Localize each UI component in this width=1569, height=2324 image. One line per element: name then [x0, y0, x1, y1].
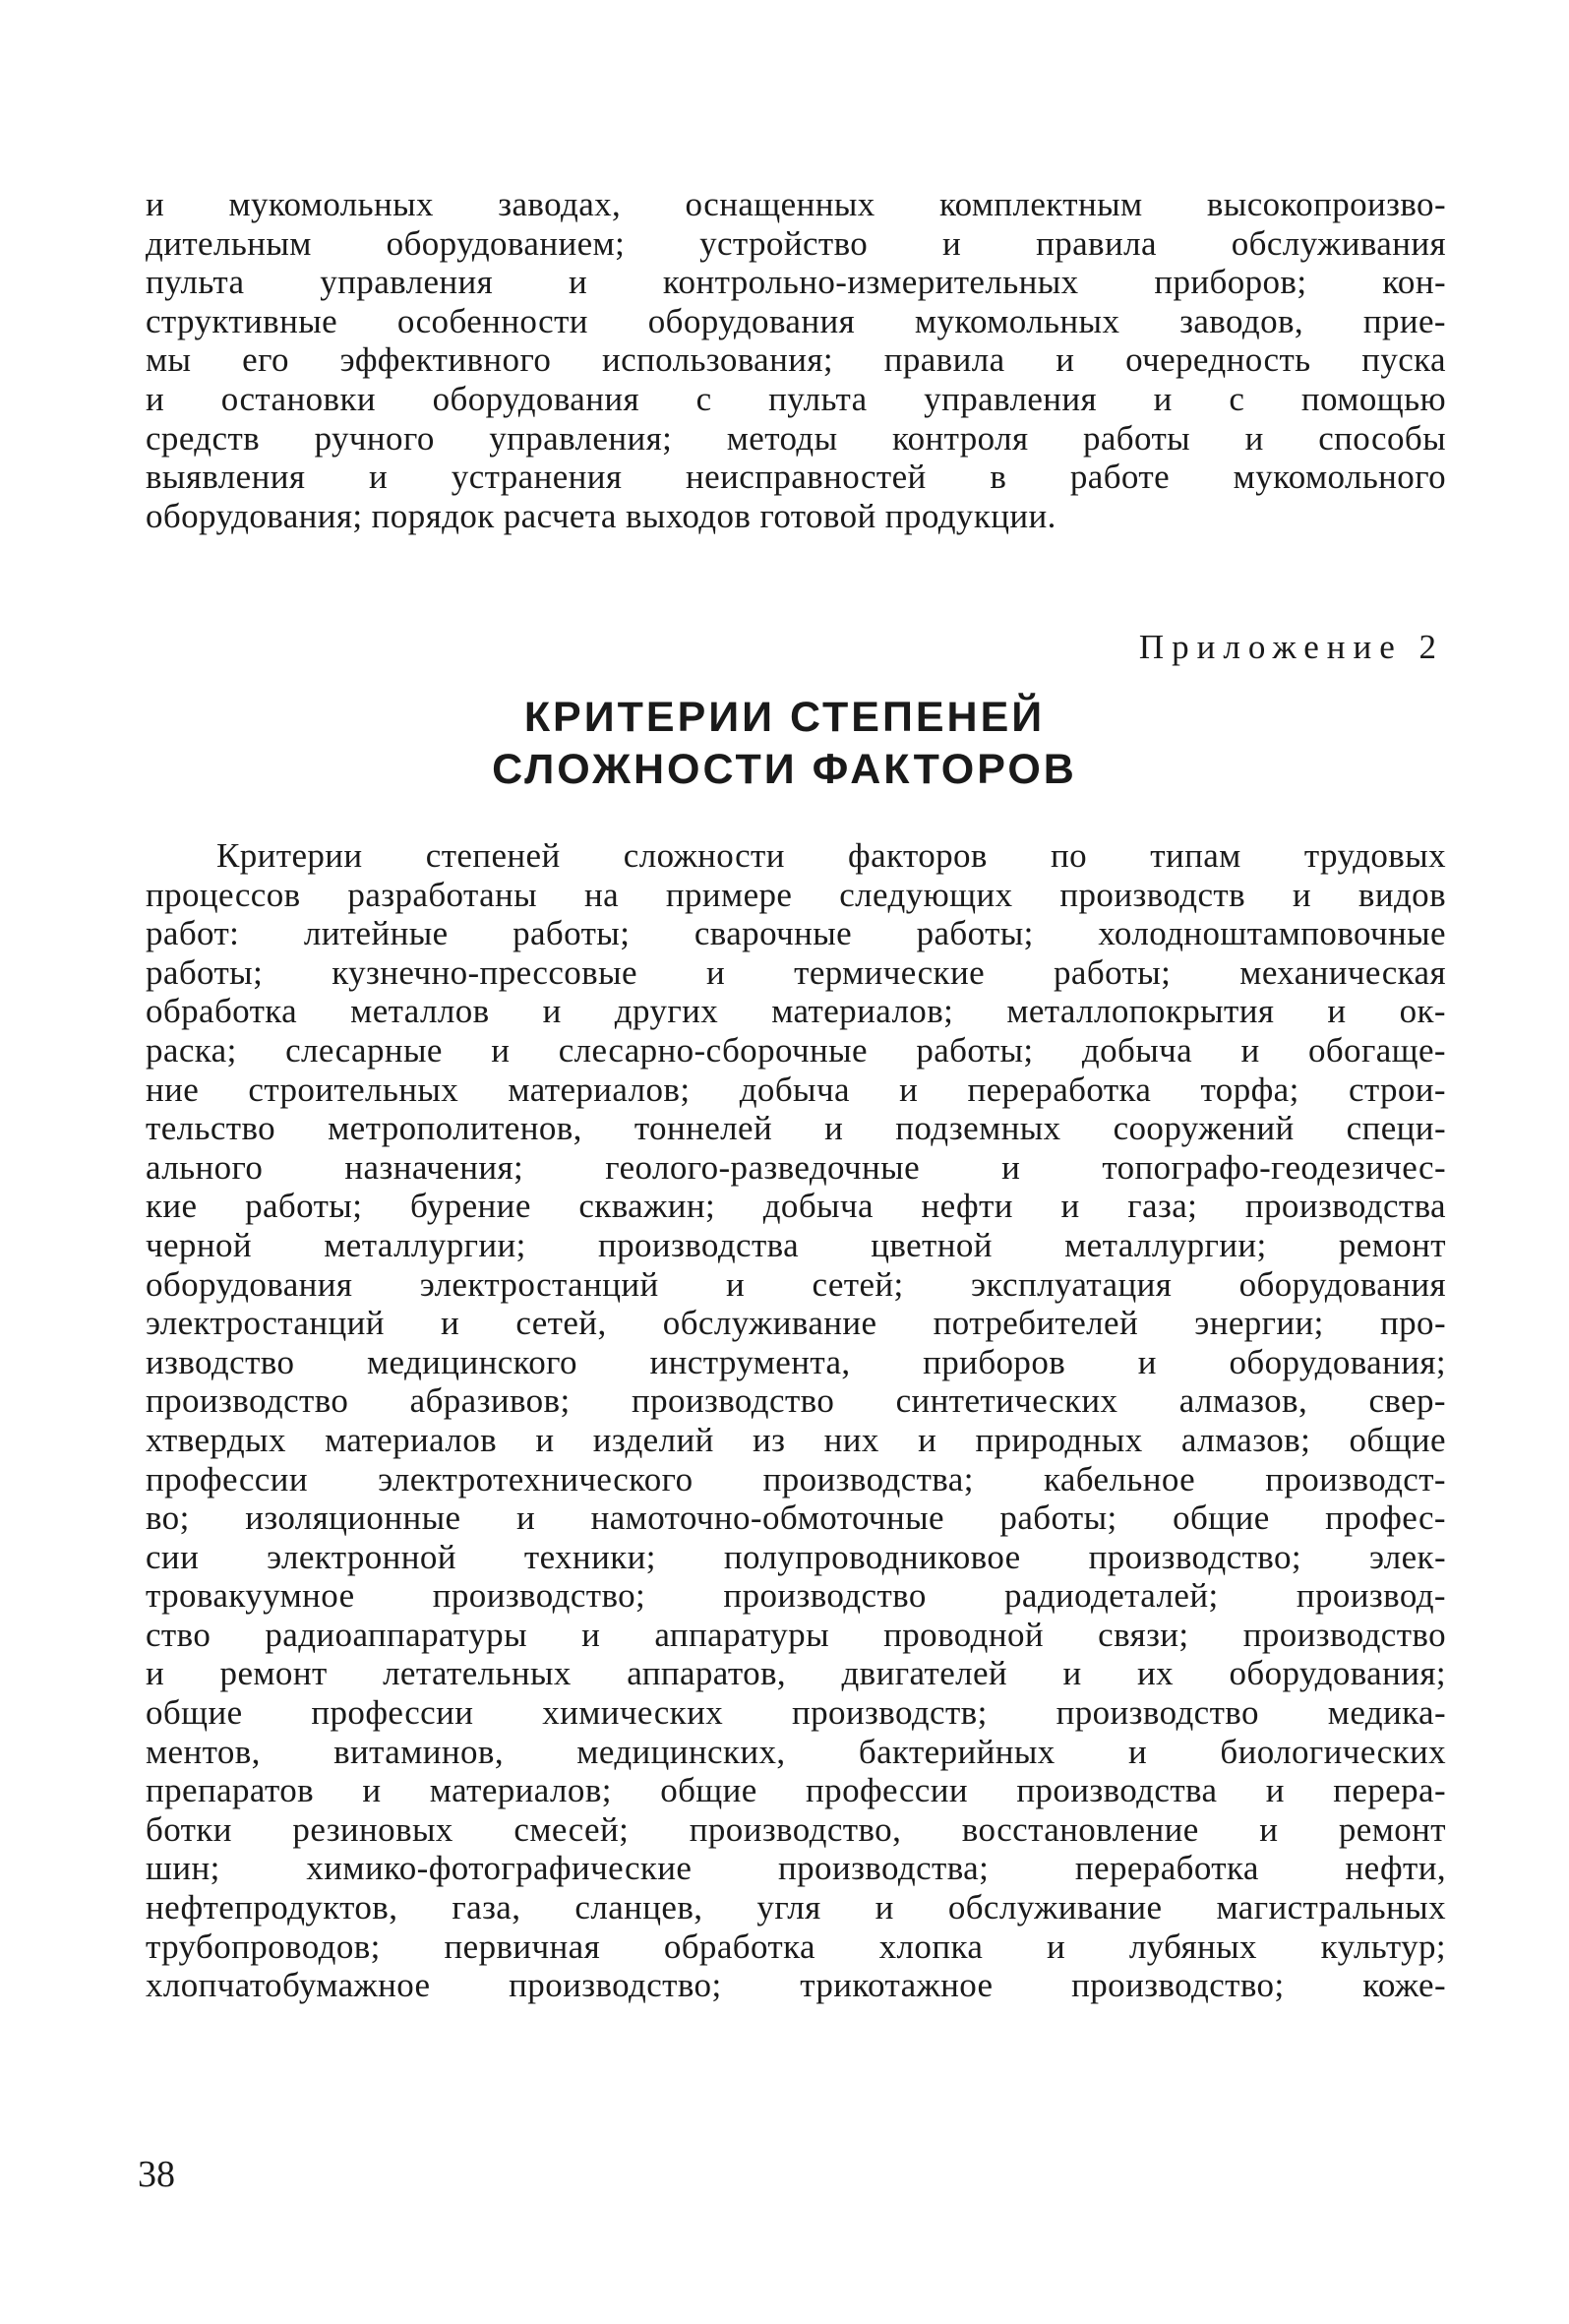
text-line: хлопчатобумажное производство; трикотажное производство; коже- — [146, 1966, 1446, 2005]
page-number: 38 — [138, 2154, 175, 2195]
text-line: процессов разработаны на примере следующих производств и видов — [146, 875, 1446, 914]
text-line: трубопроводов; первичная обработка хлопка и лубяных культур; — [146, 1926, 1446, 1966]
text-line: тровакуумное производство; производство радиодеталей; производ- — [146, 1576, 1446, 1616]
text-line: выявления и устранения неисправностей в работе мукомольного — [146, 458, 1446, 497]
text-line: препаратов и материалов; общие профессии производства и перера- — [146, 1771, 1446, 1810]
text-line: работы; кузнечно-прессовые и термические работы; механическая — [146, 952, 1446, 992]
text-line: сии электронной техники; полупроводниковое производство; элек- — [146, 1537, 1446, 1576]
text-line: общие профессии химических производств; производство медика- — [146, 1693, 1446, 1733]
text-line: изводство медицинского инструмента, приборов и оборудования; — [146, 1342, 1446, 1381]
text-line: обработка металлов и других материалов; металлопокрытия и ок- — [146, 992, 1446, 1031]
text-line: кие работы; бурение скважин; добыча нефти и газа; производства — [146, 1187, 1446, 1226]
text-line: нефтепродуктов, газа, сланцев, угля и обслуживание магистральных — [146, 1888, 1446, 1927]
text-line: оборудования; порядок расчета выходов готовой продукции. — [146, 496, 1056, 535]
body-paragraph — [146, 836, 1446, 2005]
text-line: ботки резиновых смесей; производство, восстановление и ремонт — [146, 1809, 1446, 1849]
text-line: ального назначения; геолого-разведочные и топографо-геодезичес- — [146, 1147, 1446, 1187]
text-line: ментов, витаминов, медицинских, бактерийных и биологических — [146, 1732, 1446, 1771]
text-line: структивные особенности оборудования мукомольных заводов, прие- — [146, 301, 1446, 340]
text-line: шин; химико-фотографические производства; переработка нефти, — [146, 1849, 1446, 1888]
text-line: электростанций и сетей, обслуживание потребителей энергии; про- — [146, 1304, 1446, 1343]
text-line: хтвердых материалов и изделий из них и природных алмазов; общие — [146, 1420, 1446, 1459]
text-line: дительным оборудованием; устройство и правила обслуживания — [146, 223, 1446, 263]
text-line: раска; слесарные и слесарно-сборочные работы; добыча и обогаще- — [146, 1030, 1446, 1070]
text-line: работ: литейные работы; сварочные работы; холодноштамповочные — [146, 914, 1446, 953]
text-line: во; изоляционные и намоточно-обмоточные работы; общие профес- — [146, 1498, 1446, 1538]
text-line: черной металлургии; производства цветной металлургии; ремонт — [146, 1225, 1446, 1264]
text-line: ние строительных материалов; добыча и переработка торфа; строи- — [146, 1070, 1446, 1109]
text-line: производство абразивов; производство синтетических алмазов, свер- — [146, 1381, 1446, 1421]
text-line: Критерии степеней сложности факторов по типам трудовых — [216, 836, 1446, 875]
text-line: тельство метрополитенов, тоннелей и подземных сооружений специ- — [146, 1109, 1446, 1148]
text-line: средств ручного управления; методы контроля работы и способы — [146, 418, 1446, 458]
text-line: и остановки оборудования с пульта управления и с помощью — [146, 379, 1446, 418]
text-line: пульта управления и контрольно-измерительных приборов; кон- — [146, 263, 1446, 302]
section-title-line-2: СЛОЖНОСТИ ФАКТОРОВ — [492, 746, 1077, 793]
text-line: мы его эффективного использования; правила и очередность пуска — [146, 340, 1446, 380]
text-line: оборудования электростанций и сетей; эксплуатация оборудования — [146, 1264, 1446, 1304]
text-line: профессии электротехнического производства; кабельное производст- — [146, 1459, 1446, 1498]
text-line: и мукомольных заводах, оснащенных комплектным высокопроизво- — [146, 185, 1446, 223]
intro-paragraph — [146, 185, 1446, 535]
section-title-line-1: КРИТЕРИИ СТЕПЕНЕЙ — [523, 694, 1046, 741]
appendix-label: Приложение 2 — [1138, 628, 1444, 666]
text-line: и ремонт летательных аппаратов, двигателей и их оборудования; — [146, 1654, 1446, 1693]
text-line: ство радиоаппаратуры и аппаратуры проводной связи; производство — [146, 1615, 1446, 1654]
